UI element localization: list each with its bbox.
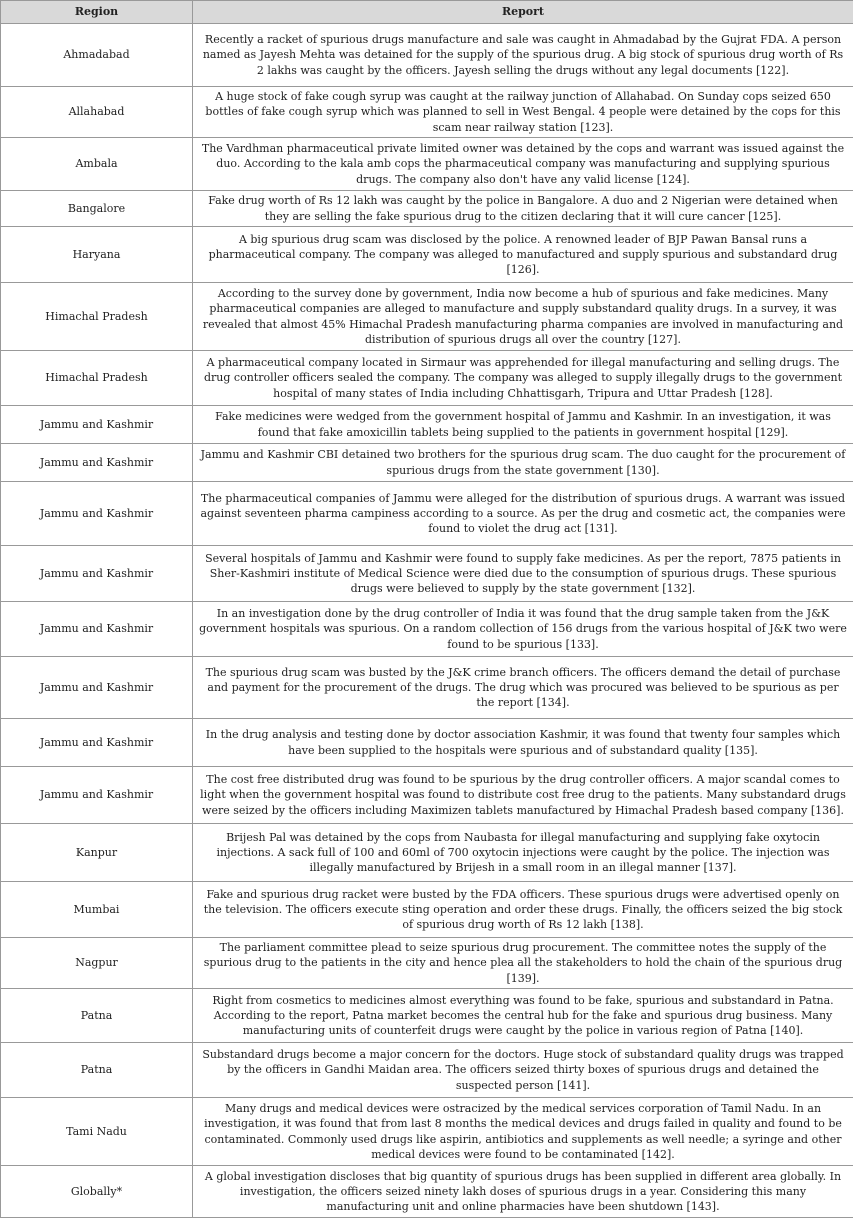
region-column-header: Region bbox=[1, 1, 193, 24]
region-cell: Himachal Pradesh bbox=[1, 351, 193, 406]
region-cell: Ahmadabad bbox=[1, 24, 193, 87]
region-cell: Mumbai bbox=[1, 882, 193, 938]
report-cell: Brijesh Pal was detained by the cops from Naubasta for illegal manufacturing and supplying fake oxytocin injections. A sack full of 100 and 60ml of 700 oxytocin injections were caught by the police. The injection was illegally manufactured by Brijesh in a small room in an illegal manner [137]. bbox=[193, 824, 853, 882]
region-cell: Bangalore bbox=[1, 191, 193, 227]
table-row bbox=[1, 87, 853, 138]
report-cell: The cost free distributed drug was found to be spurious by the drug controller officers. A major scandal comes to light when the government hospital was found to distribute cost free drug to the patients. Many substandard drugs were seized by the officers including Maximizen tablets manufactured by Himachal Pradesh based company [136]. bbox=[193, 767, 853, 824]
report-cell: Fake and spurious drug racket were busted by the FDA officers. These spurious drugs were advertised openly on the television. The officers execute sting operation and order these drugs. Finally, the officers seized the big stock of spurious drug worth of Rs 12 lakh [138]. bbox=[193, 882, 853, 938]
table-row bbox=[1, 657, 853, 719]
table-row bbox=[1, 1166, 853, 1218]
report-cell: A pharmaceutical company located in Sirmaur was apprehended for illegal manufacturing and selling drugs. The drug controller officers sealed the company. The company was alleged to supply illegally drugs to the government hospital of many states of India including Chhattisgarh, Tripura and Uttar Pradesh [128]. bbox=[193, 351, 853, 406]
table-row bbox=[1, 882, 853, 938]
report-cell: The pharmaceutical companies of Jammu were alleged for the distribution of spurious drugs. A warrant was issued against seventeen pharma campiness according to a source. As per the drug and cosmetic act, the companies were found to violet the drug act [131]. bbox=[193, 482, 853, 546]
report-cell: In the drug analysis and testing done by doctor association Kashmir, it was found that twenty four samples which have been supplied to the hospitals were spurious and of substandard quality [135]. bbox=[193, 719, 853, 767]
report-cell: Right from cosmetics to medicines almost everything was found to be fake, spurious and substandard in Patna. According to the report, Patna market becomes the central hub for the fake and spurious drug business. Many manufacturing units of counterfeit drugs were caught by the police in various region of Patna [140]. bbox=[193, 989, 853, 1043]
report-cell: In an investigation done by the drug controller of India it was found that the drug sample taken from the J&K government hospitals was spurious. On a random collection of 156 drugs from the various hospital of J&K two were found to be spurious [133]. bbox=[193, 602, 853, 657]
table-header-row bbox=[1, 1, 853, 24]
report-cell: Jammu and Kashmir CBI detained two brothers for the spurious drug scam. The duo caught for the procurement of spurious drugs from the state government [130]. bbox=[193, 444, 853, 482]
region-cell: Allahabad bbox=[1, 87, 193, 138]
region-cell: Haryana bbox=[1, 227, 193, 283]
region-cell: Patna bbox=[1, 989, 193, 1043]
table-row bbox=[1, 227, 853, 283]
report-cell: Substandard drugs become a major concern for the doctors. Huge stock of substandard quality drugs was trapped by the officers in Gandhi Maidan area. The officers seized thirty boxes of spurious drugs and detained the suspected person [141]. bbox=[193, 1043, 853, 1098]
region-cell: Jammu and Kashmir bbox=[1, 546, 193, 602]
region-cell: Jammu and Kashmir bbox=[1, 767, 193, 824]
report-cell: The Vardhman pharmaceutical private limited owner was detained by the cops and warrant was issued against the duo. According to the kala amb cops the pharmaceutical company was manufacturing and supplying spurious drugs. The company also don't have any valid license [124]. bbox=[193, 138, 853, 191]
table-row bbox=[1, 824, 853, 882]
region-cell: Jammu and Kashmir bbox=[1, 719, 193, 767]
region-cell: Jammu and Kashmir bbox=[1, 657, 193, 719]
table-row bbox=[1, 1043, 853, 1098]
table-row bbox=[1, 767, 853, 824]
table-row bbox=[1, 444, 853, 482]
region-cell: Himachal Pradesh bbox=[1, 283, 193, 351]
report-cell: A huge stock of fake cough syrup was caught at the railway junction of Allahabad. On Sunday cops seized 650 bottles of fake cough syrup which was planned to sell in West Bengal. 4 people were detained by the cops for this scam near railway station [123]. bbox=[193, 87, 853, 138]
table-row bbox=[1, 546, 853, 602]
table-body bbox=[1, 24, 853, 1218]
region-cell: Tami Nadu bbox=[1, 1098, 193, 1166]
report-column-header: Report bbox=[193, 1, 853, 24]
report-cell: A global investigation discloses that big quantity of spurious drugs has been supplied in different area globally. In investigation, the officers seized ninety lakh doses of spurious drugs in a year. Considering this many manufacturing unit and online pharmacies have been shutdown [143]. bbox=[193, 1166, 853, 1218]
table-row bbox=[1, 24, 853, 87]
region-cell: Ambala bbox=[1, 138, 193, 191]
table-row bbox=[1, 191, 853, 227]
region-cell: Patna bbox=[1, 1043, 193, 1098]
region-cell: Nagpur bbox=[1, 938, 193, 989]
report-cell: Fake medicines were wedged from the government hospital of Jammu and Kashmir. In an investigation, it was found that fake amoxicillin tablets being supplied to the patients in government hospital [129]. bbox=[193, 406, 853, 444]
report-cell: Several hospitals of Jammu and Kashmir were found to supply fake medicines. As per the report, 7875 patients in Sher-Kashmiri institute of Medical Science were died due to the consumption of spurious drugs. These spurious drugs were believed to supply by the state government [132]. bbox=[193, 546, 853, 602]
region-cell: Kanpur bbox=[1, 824, 193, 882]
region-cell: Jammu and Kashmir bbox=[1, 482, 193, 546]
table-row bbox=[1, 989, 853, 1043]
report-cell: The spurious drug scam was busted by the J&K crime branch officers. The officers demand the detail of purchase and payment for the procurement of the drugs. The drug which was procured was believed to be spurious as per the report [134]. bbox=[193, 657, 853, 719]
region-cell: Globally* bbox=[1, 1166, 193, 1218]
table-row bbox=[1, 602, 853, 657]
table-row bbox=[1, 283, 853, 351]
region-cell: Jammu and Kashmir bbox=[1, 444, 193, 482]
region-cell: Jammu and Kashmir bbox=[1, 406, 193, 444]
report-cell: The parliament committee plead to seize spurious drug procurement. The committee notes the supply of the spurious drug to the patients in the city and hence plea all the stakeholders to hold the chain of the spurious drug [139]. bbox=[193, 938, 853, 989]
table-row bbox=[1, 138, 853, 191]
table-row bbox=[1, 406, 853, 444]
table-row bbox=[1, 351, 853, 406]
table-row bbox=[1, 719, 853, 767]
report-cell: A big spurious drug scam was disclosed by the police. A renowned leader of BJP Pawan Bansal runs a pharmaceutical company. The company was alleged to manufactured and supply spurious and substandard drug [126]. bbox=[193, 227, 853, 283]
report-cell: Recently a racket of spurious drugs manufacture and sale was caught in Ahmadabad by the Gujrat FDA. A person named as Jayesh Mehta was detained for the supply of the spurious drug. A big stock of spurious drug worth of Rs 2 lakhs was caught by the officers. Jayesh selling the drugs without any legal documents [122]. bbox=[193, 24, 853, 87]
report-cell: Many drugs and medical devices were ostracized by the medical services corporation of Tamil Nadu. In an investigation, it was found that from last 8 months the medical devices and drugs failed in quality and found to be contaminated. Commonly used drugs like aspirin, antibiotics and supplements as well needle; a syringe and other medical devices were found to be contaminated [142]. bbox=[193, 1098, 853, 1166]
region-cell: Jammu and Kashmir bbox=[1, 602, 193, 657]
table-row bbox=[1, 938, 853, 989]
table-row bbox=[1, 1098, 853, 1166]
table-row bbox=[1, 482, 853, 546]
report-cell: Fake drug worth of Rs 12 lakh was caught by the police in Bangalore. A duo and 2 Nigerian were detained when they are selling the fake spurious drug to the citizen declaring that it will cure cancer [125]. bbox=[193, 191, 853, 227]
report-cell: According to the survey done by government, India now become a hub of spurious and fake medicines. Many pharmaceutical companies are alleged to manufacture and supply substandard quality drugs. In a survey, it was revealed that almost 45% Himachal Pradesh manufacturing pharma companies are involved in manufacturing and distribution of spurious drugs all over the country [127]. bbox=[193, 283, 853, 351]
